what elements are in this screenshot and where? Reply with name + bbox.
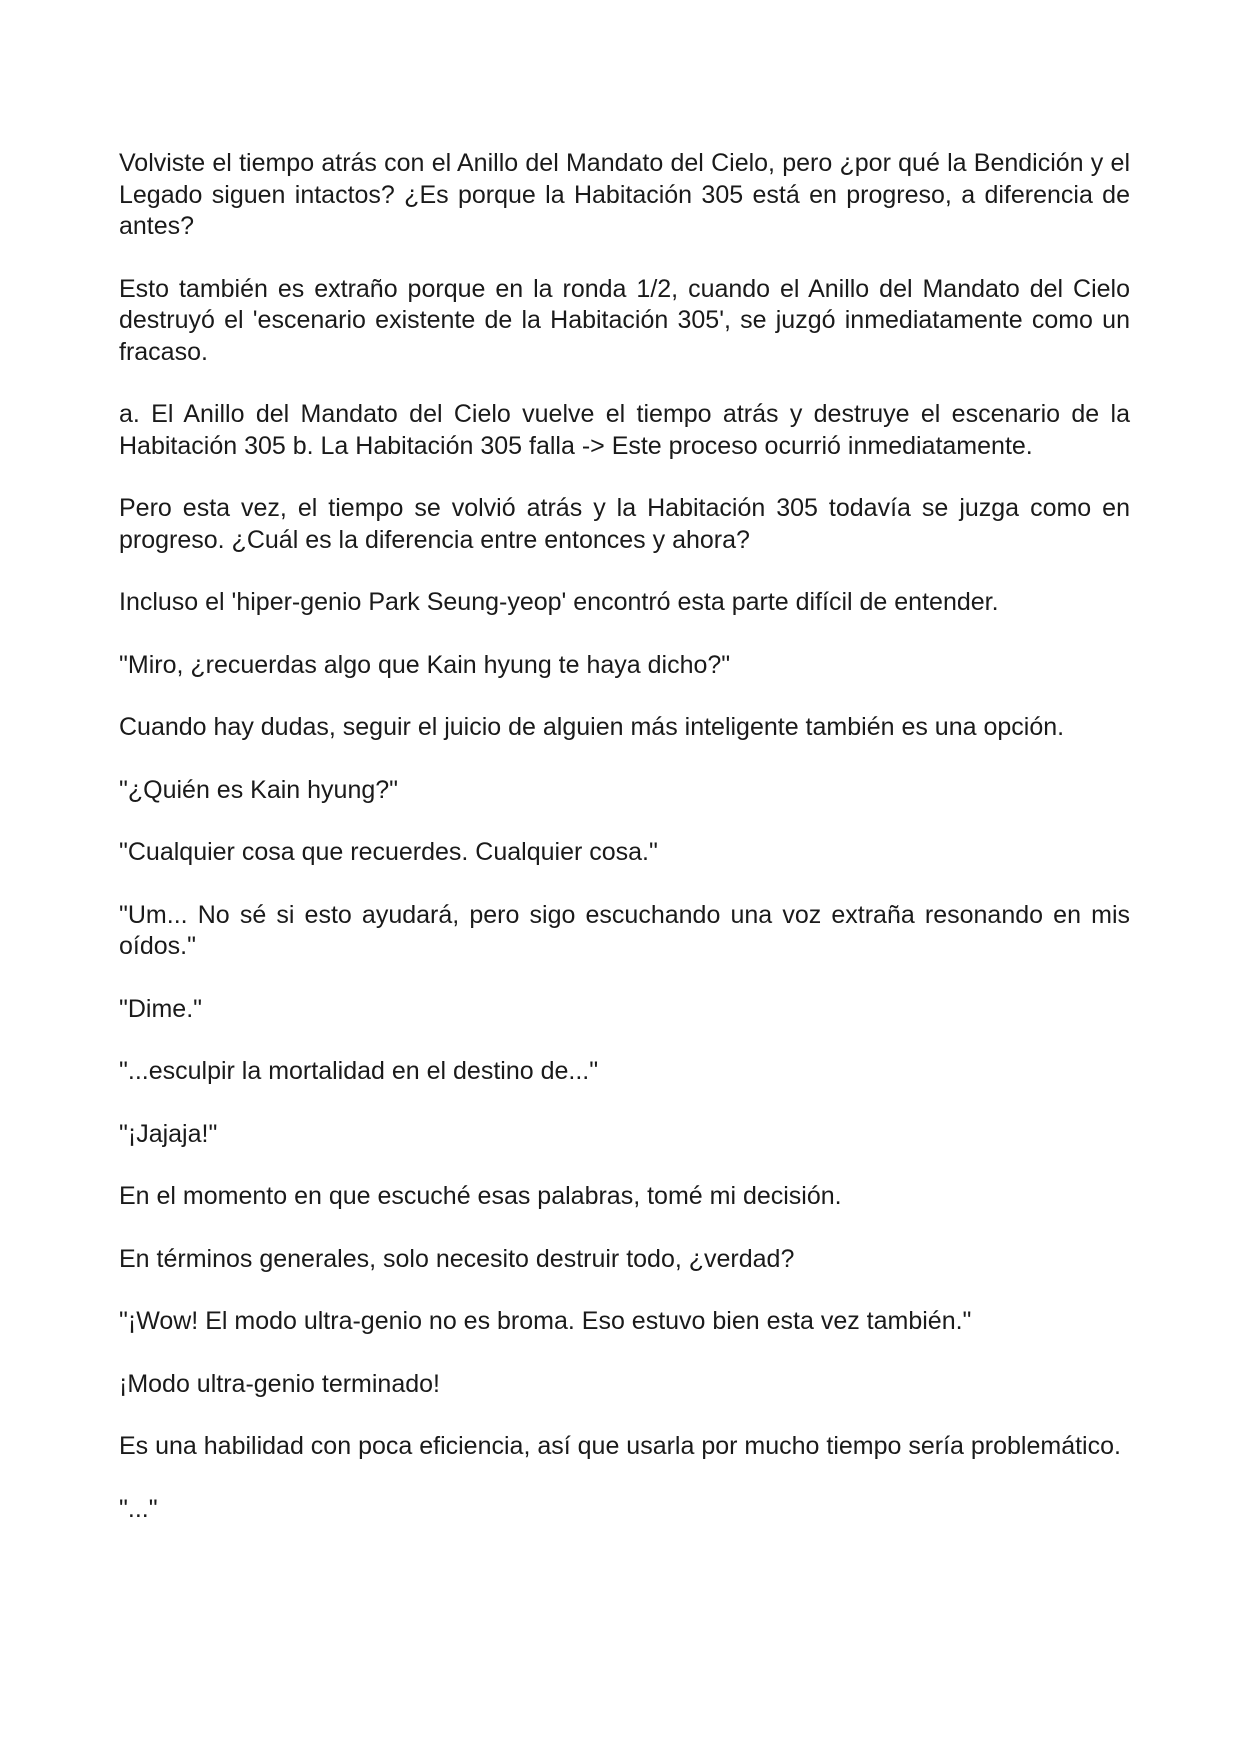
paragraph: Cuando hay dudas, seguir el juicio de alguien más inteligente también es una opción.: [119, 713, 1065, 741]
paragraph: Incluso el 'hiper-genio Park Seung-yeop' encontró esta parte difícil de entender.: [119, 588, 999, 616]
paragraph: "...": [119, 1494, 158, 1523]
paragraph: "Miro, ¿recuerdas algo que Kain hyung te haya dicho?": [119, 650, 731, 679]
paragraph: Volviste el tiempo atrás con el Anillo del Mandato del Cielo, pero ¿por qué la Bendición y el Legado siguen intactos? ¿Es porque la Habitación 305 está en progreso, a diferencia de antes?: [119, 149, 1130, 240]
paragraph: Pero esta vez, el tiempo se volvió atrás y la Habitación 305 todavía se juzga como en progreso. ¿Cuál es la diferencia entre entonces y ahora?: [119, 494, 1130, 554]
paragraph: "¿Quién es Kain hyung?": [119, 775, 399, 804]
paragraph: En el momento en que escuché esas palabras, tomé mi decisión.: [119, 1182, 842, 1210]
paragraph: "Cualquier cosa que recuerdes. Cualquier cosa.": [119, 838, 658, 866]
paragraph: "¡Wow! El modo ultra-genio no es broma. Eso estuvo bien esta vez también.": [119, 1307, 972, 1335]
paragraph: Es una habilidad con poca eficiencia, así que usarla por mucho tiempo sería problemático.: [119, 1432, 1121, 1460]
paragraph: Esto también es extraño porque en la ronda 1/2, cuando el Anillo del Mandato del Cielo destruyó el 'escenario existente de la Habitación 305', se juzgó inmediatamente como un fracaso.: [119, 274, 1130, 366]
paragraph: "Um... No sé si esto ayudará, pero sigo escuchando una voz extraña resonando en mis oídos.": [119, 900, 1130, 960]
paragraph: "...esculpir la mortalidad en el destino de...": [119, 1057, 599, 1085]
paragraph: "¡Jajaja!": [119, 1119, 218, 1148]
paragraph: ¡Modo ultra-genio terminado!: [119, 1369, 440, 1398]
paragraph: "Dime.": [119, 994, 203, 1023]
paragraph: En términos generales, solo necesito destruir todo, ¿verdad?: [119, 1244, 795, 1273]
paragraph: a. El Anillo del Mandato del Cielo vuelve el tiempo atrás y destruye el escenario de la Habitación 305 b. La Habitación 305 falla -> Este proceso ocurrió inmediatamente.: [119, 400, 1130, 460]
document-body: [119, 148, 1130, 1556]
